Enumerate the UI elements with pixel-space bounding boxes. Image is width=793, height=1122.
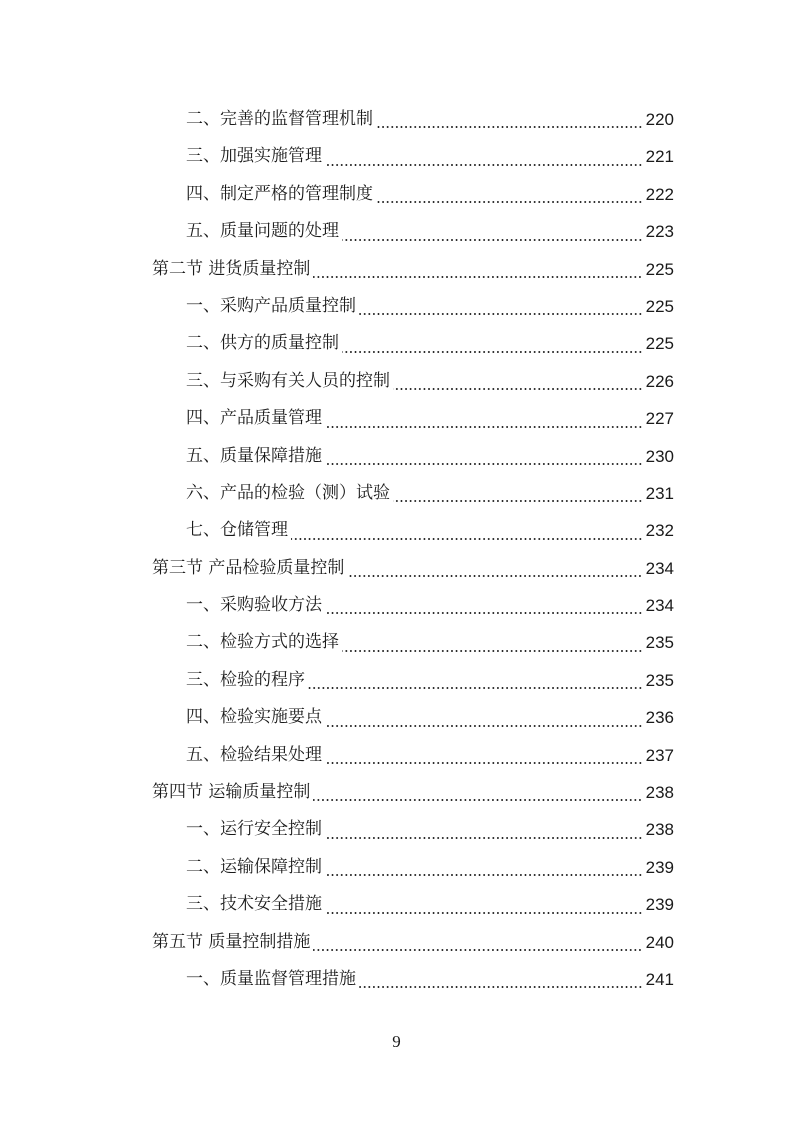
toc-entry-title: 三、加强实施管理 [186, 146, 322, 167]
toc-subsection-entry[interactable] [152, 849, 674, 886]
toc-subsection-entry[interactable] [152, 363, 674, 400]
dot-leader [376, 126, 643, 128]
toc-entry-title: 二、运输保障控制 [186, 856, 322, 877]
toc-subsection-entry[interactable] [152, 624, 674, 661]
toc-entry-title: 第二节 进货质量控制 [152, 258, 311, 279]
dot-leader [325, 912, 643, 914]
toc-entry-title: 三、技术安全措施 [186, 894, 322, 915]
toc-subsection-entry[interactable] [152, 475, 674, 512]
dot-leader [325, 426, 643, 428]
toc-subsection-entry[interactable] [152, 699, 674, 736]
dot-leader [325, 837, 643, 839]
toc-subsection-entry[interactable] [152, 811, 674, 848]
dot-leader [342, 239, 643, 241]
toc-entry-title: 五、质量保障措施 [186, 445, 322, 466]
toc-entry-page-number: 226 [645, 371, 674, 391]
toc-entry-page-number: 225 [645, 296, 674, 316]
dot-leader [359, 986, 643, 988]
toc-section-entry[interactable] [152, 251, 674, 288]
toc-entry-page-number: 225 [645, 259, 674, 279]
toc-entry-page-number: 241 [645, 969, 674, 989]
toc-subsection-entry[interactable] [152, 737, 674, 774]
toc-entry-page-number: 238 [645, 783, 674, 803]
toc-entry-title: 一、质量监督管理措施 [186, 968, 356, 989]
toc-subsection-entry[interactable] [152, 662, 674, 699]
toc-entry-title: 四、产品质量管理 [186, 408, 322, 429]
dot-leader [342, 650, 643, 652]
toc-entry-page-number: 227 [645, 409, 674, 429]
toc-entry-page-number: 239 [645, 857, 674, 877]
toc-entry-title: 二、完善的监督管理机制 [186, 108, 373, 129]
toc-entry-page-number: 220 [645, 109, 674, 129]
table-of-contents [152, 101, 674, 998]
toc-entry-title: 二、检验方式的选择 [186, 632, 339, 653]
toc-entry-title: 七、仓储管理 [186, 520, 288, 541]
toc-entry-page-number: 221 [645, 147, 674, 167]
dot-leader [291, 538, 643, 540]
toc-subsection-entry[interactable] [152, 101, 674, 138]
toc-entry-title: 第四节 运输质量控制 [152, 782, 311, 803]
dot-leader [313, 799, 642, 801]
toc-entry-title: 一、采购验收方法 [186, 595, 322, 616]
dot-leader [325, 874, 643, 876]
dot-leader [325, 612, 643, 614]
toc-entry-title: 三、与采购有关人员的控制 [186, 370, 390, 391]
toc-entry-page-number: 222 [645, 184, 674, 204]
toc-entry-title: 一、采购产品质量控制 [186, 295, 356, 316]
toc-entry-title: 五、质量问题的处理 [186, 221, 339, 242]
dot-leader [313, 949, 642, 951]
dot-leader [342, 351, 643, 353]
toc-entry-page-number: 230 [645, 446, 674, 466]
toc-subsection-entry[interactable] [152, 176, 674, 213]
toc-subsection-entry[interactable] [152, 886, 674, 923]
dot-leader [393, 388, 643, 390]
toc-entry-page-number: 231 [645, 483, 674, 503]
toc-entry-page-number: 223 [645, 222, 674, 242]
toc-entry-title: 五、检验结果处理 [186, 744, 322, 765]
toc-entry-page-number: 234 [645, 558, 674, 578]
toc-entry-title: 四、制定严格的管理制度 [186, 183, 373, 204]
dot-leader [308, 687, 643, 689]
toc-subsection-entry[interactable] [152, 325, 674, 362]
dot-leader [376, 201, 643, 203]
page-number: 9 [392, 1032, 401, 1051]
toc-entry-page-number: 238 [645, 820, 674, 840]
dot-leader [313, 276, 642, 278]
toc-section-entry[interactable] [152, 550, 674, 587]
dot-leader [359, 313, 643, 315]
toc-entry-page-number: 239 [645, 895, 674, 915]
toc-subsection-entry[interactable] [152, 512, 674, 549]
toc-subsection-entry[interactable] [152, 213, 674, 250]
toc-entry-title: 第三节 产品检验质量控制 [152, 557, 345, 578]
dot-leader [325, 164, 643, 166]
dot-leader [325, 762, 643, 764]
toc-entry-title: 二、供方的质量控制 [186, 333, 339, 354]
dot-leader [347, 575, 642, 577]
toc-entry-page-number: 235 [645, 670, 674, 690]
toc-subsection-entry[interactable] [152, 288, 674, 325]
toc-subsection-entry[interactable] [152, 961, 674, 998]
toc-entry-title: 一、运行安全控制 [186, 819, 322, 840]
toc-section-entry[interactable] [152, 924, 674, 961]
toc-subsection-entry[interactable] [152, 138, 674, 175]
toc-entry-title: 四、检验实施要点 [186, 707, 322, 728]
toc-entry-page-number: 240 [645, 932, 674, 952]
toc-entry-page-number: 232 [645, 521, 674, 541]
dot-leader [325, 463, 643, 465]
toc-entry-page-number: 234 [645, 596, 674, 616]
toc-subsection-entry[interactable] [152, 587, 674, 624]
toc-subsection-entry[interactable] [152, 400, 674, 437]
toc-entry-page-number: 237 [645, 745, 674, 765]
dot-leader [325, 725, 643, 727]
toc-subsection-entry[interactable] [152, 438, 674, 475]
toc-entry-page-number: 225 [645, 334, 674, 354]
toc-entry-title: 三、检验的程序 [186, 669, 305, 690]
toc-section-entry[interactable] [152, 774, 674, 811]
toc-entry-page-number: 236 [645, 708, 674, 728]
toc-entry-title: 第五节 质量控制措施 [152, 931, 311, 952]
dot-leader [393, 500, 643, 502]
toc-entry-page-number: 235 [645, 633, 674, 653]
toc-entry-title: 六、产品的检验（测）试验 [186, 482, 390, 503]
